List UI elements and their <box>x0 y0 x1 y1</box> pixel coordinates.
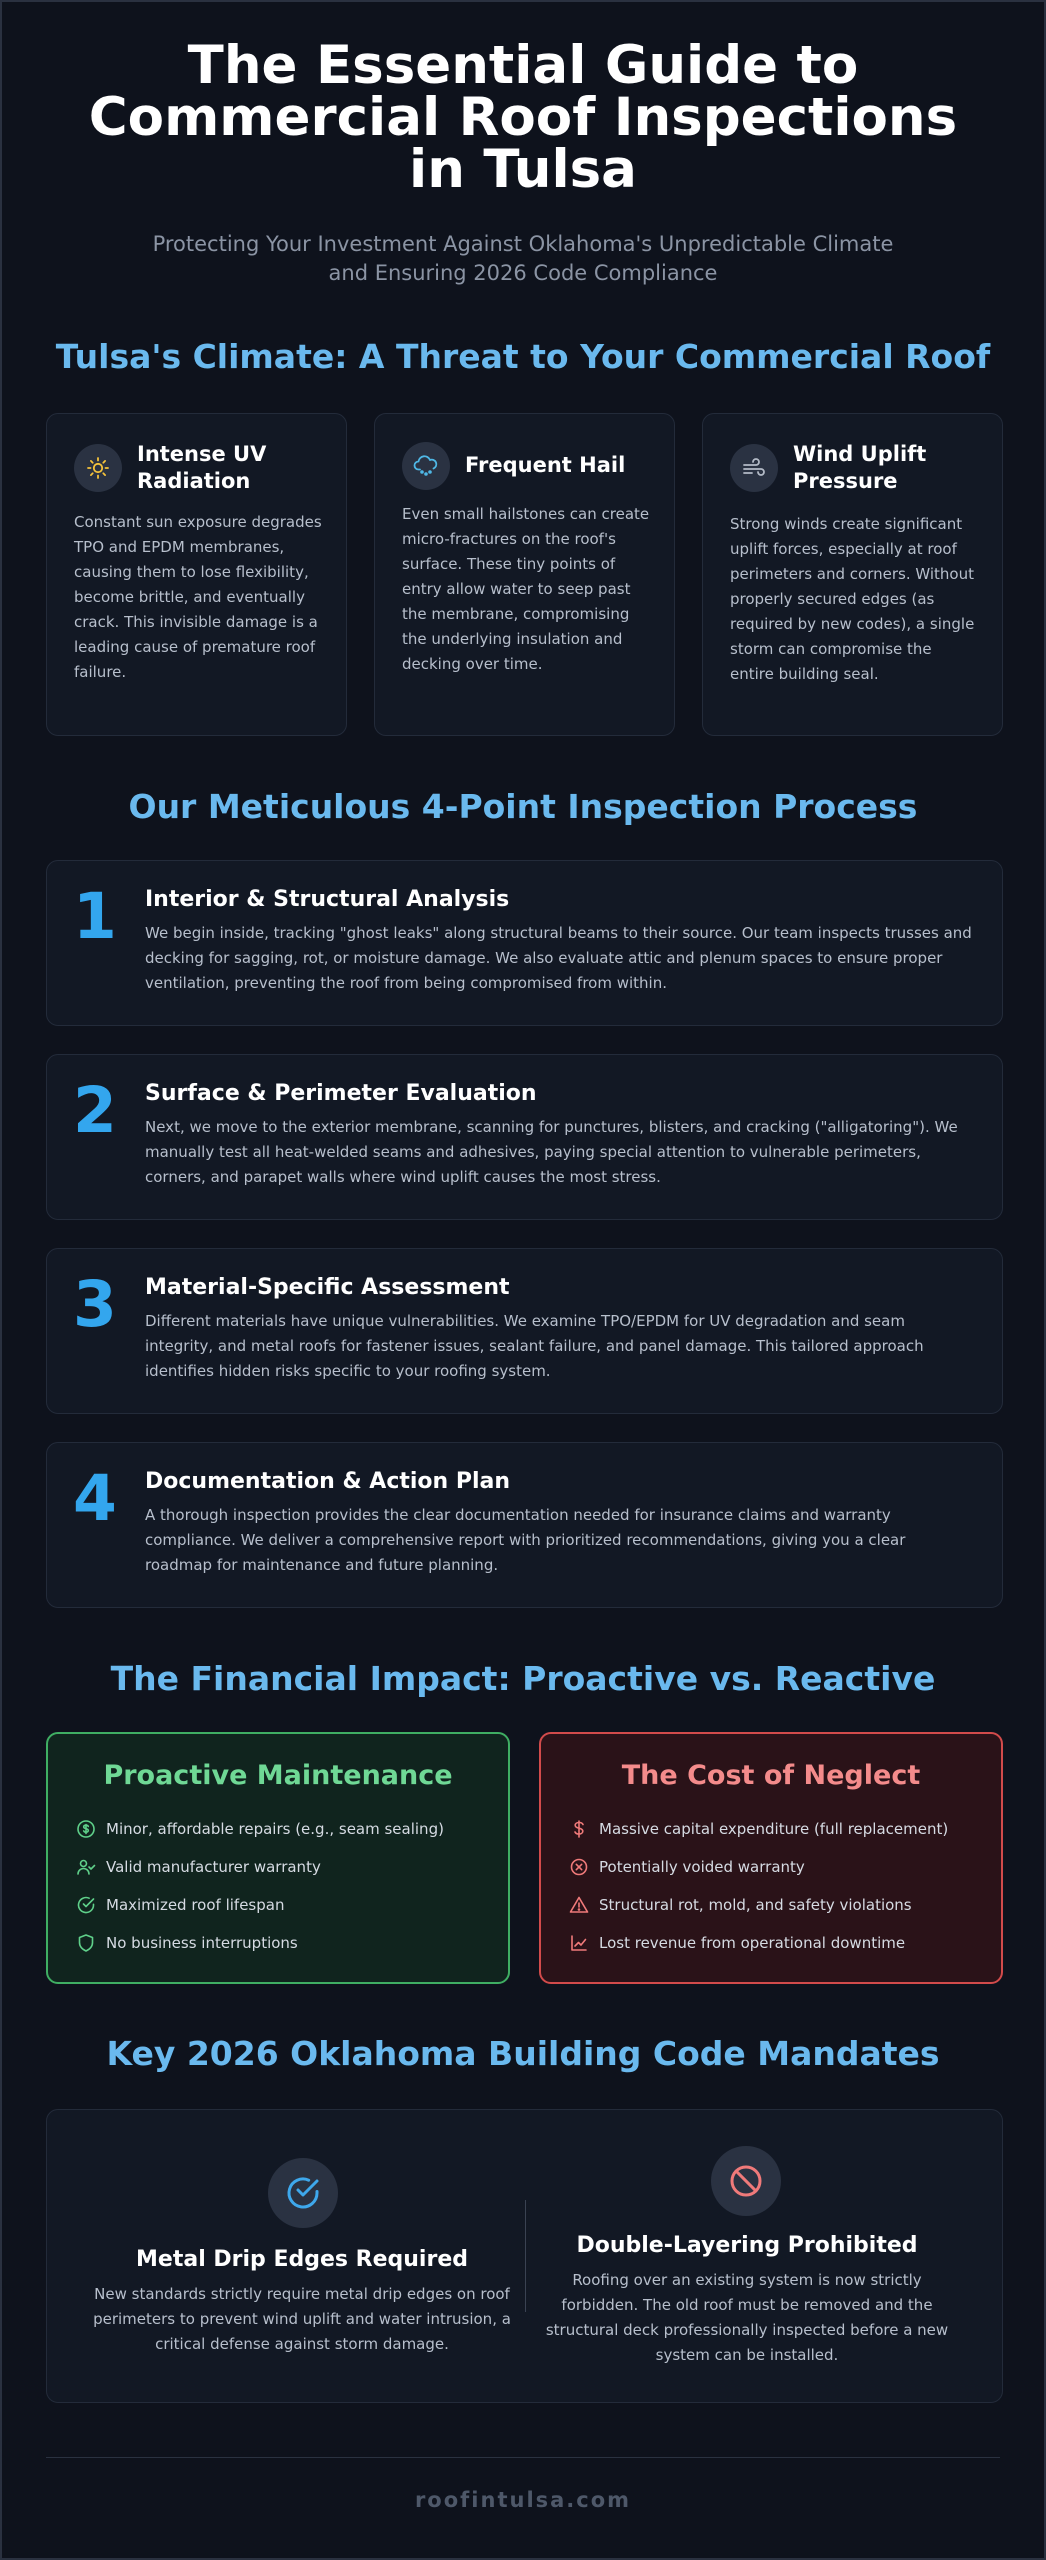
proactive-item-text: Minor, affordable repairs (e.g., seam sealing) <box>106 1820 444 1838</box>
code-item-text: Roofing over an existing system is now strictly forbidden. The old roof must be removed and the structural deck professionally inspected before a new system can be installed. <box>545 2271 949 2364</box>
hail-cloud-icon <box>402 442 450 490</box>
climate-card-text: Even small hailstones can create micro-fractures on the roof's surface. These tiny points of entry allow water to seep past the membrane, compromising the underlying insulation and decking over time. <box>402 505 650 673</box>
step-number: 3 <box>73 1268 117 1341</box>
proactive-item <box>76 1886 444 1924</box>
financial-section-title: The Financial Impact: Proactive vs. Reactive <box>110 1659 936 1698</box>
neglect-item-text: Massive capital expenditure (full replacement) <box>599 1820 949 1838</box>
code-item-double-layering <box>532 2233 962 2368</box>
warning-icon <box>569 1895 589 1915</box>
code-item-title: Double-Layering Prohibited <box>576 2233 918 2258</box>
step-title: Surface & Perimeter Evaluation <box>145 1081 537 1106</box>
climate-card-hail <box>374 413 675 736</box>
code-item-drip-edges <box>77 2247 527 2357</box>
neglect-item <box>569 1886 948 1924</box>
process-section-title: Our Meticulous 4-Point Inspection Process <box>128 787 918 826</box>
proactive-item <box>76 1810 444 1848</box>
neglect-title: The Cost of Neglect <box>621 1760 921 1791</box>
sun-icon <box>74 444 122 492</box>
footer-site: roofintulsa.com <box>414 2488 632 2512</box>
climate-card-title: Intense UV Radiation <box>137 442 267 493</box>
page-subtitle: Protecting Your Investment Against Oklahoma's Unpredictable Climate and Ensuring 2026 Code Compliance <box>152 232 894 285</box>
step-text: Next, we move to the exterior membrane, scanning for punctures, blisters, and cracking ("alligatoring"). We manually test all heat-welded seams and adhesives, paying special attention to vulnerable perimeters, corners, and parapet walls where wind uplift causes the most stress. <box>145 1118 958 1186</box>
climate-section-title: Tulsa's Climate: A Threat to Your Commercial Roof <box>55 337 991 376</box>
climate-card-title: Frequent Hail <box>465 453 626 477</box>
code-item-title: Metal Drip Edges Required <box>136 2247 468 2272</box>
footer-divider <box>46 2457 1000 2458</box>
proactive-item-text: No business interruptions <box>106 1934 298 1952</box>
shield-icon <box>76 1933 96 1953</box>
step-title: Material-Specific Assessment <box>145 1275 510 1300</box>
neglect-item-text: Potentially voided warranty <box>599 1858 805 1876</box>
user-check-icon <box>76 1857 96 1877</box>
process-step-1 <box>46 860 1003 1026</box>
codes-card <box>46 2109 1003 2403</box>
check-circle-icon <box>76 1895 96 1915</box>
process-step-4 <box>46 1442 1003 1608</box>
chart-line-icon <box>569 1933 589 1953</box>
neglect-item-text: Lost revenue from operational downtime <box>599 1934 906 1952</box>
neglect-item <box>569 1810 948 1848</box>
x-circle-icon <box>569 1857 589 1877</box>
step-number: 2 <box>73 1074 117 1147</box>
process-step-3 <box>46 1248 1003 1414</box>
proactive-item-text: Maximized roof lifespan <box>106 1896 285 1914</box>
neglect-item-text: Structural rot, mold, and safety violations <box>599 1896 912 1914</box>
proactive-card <box>46 1732 510 1984</box>
dollar-icon <box>569 1819 589 1839</box>
step-number: 1 <box>73 880 117 953</box>
step-title: Interior & Structural Analysis <box>145 887 510 912</box>
proactive-title: Proactive Maintenance <box>103 1760 453 1791</box>
climate-card-wind <box>702 413 1003 736</box>
step-text: A thorough inspection provides the clear documentation needed for insurance claims and warranty compliance. We deliver a comprehensive report with prioritized recommendations, giving you a clear roadmap for maintenance and future planning. <box>145 1506 906 1574</box>
climate-card-uv <box>46 413 347 736</box>
step-text: Different materials have unique vulnerabilities. We examine TPO/EPDM for UV degradation and seam integrity, and metal roofs for fastener issues, sealant failure, and panel damage. This tailored approach identifies hidden risks specific to your roofing system. <box>145 1312 924 1380</box>
page-title: The Essential Guide to Commercial Roof Inspections in Tulsa <box>88 35 958 200</box>
codes-section-title: Key 2026 Oklahoma Building Code Mandates <box>106 2034 940 2073</box>
climate-card-text: Constant sun exposure degrades TPO and EPDM membranes, causing them to lose flexibility, become brittle, and eventually crack. This invisible damage is a leading cause of premature roof failure. <box>74 513 322 681</box>
climate-card-title: Wind Uplift Pressure <box>793 442 927 493</box>
proactive-item <box>76 1848 444 1886</box>
proactive-item-text: Valid manufacturer warranty <box>106 1858 321 1876</box>
climate-card-text: Strong winds create significant uplift forces, especially at roof perimeters and corners. Without properly secured edges (as required by new codes), a single storm can compromise the entire building seal. <box>730 515 975 683</box>
check-badge-icon <box>268 2158 338 2228</box>
step-text: We begin inside, tracking "ghost leaks" along structural beams to their source. Our team inspects trusses and decking for sagging, rot, or moisture damage. We also evaluate attic and plenum spaces to ensure proper ventilation, preventing the roof from being compromised from within. <box>145 924 972 992</box>
code-item-text: New standards strictly require metal drip edges on roof perimeters to prevent wind uplift and water intrusion, a critical defense against storm damage. <box>93 2285 511 2353</box>
process-step-2 <box>46 1054 1003 1220</box>
neglect-item <box>569 1924 948 1962</box>
step-number: 4 <box>73 1462 117 1535</box>
wind-icon <box>730 444 778 492</box>
neglect-card <box>539 1732 1003 1984</box>
codes-divider <box>525 2200 526 2312</box>
neglect-item <box>569 1848 948 1886</box>
prohibited-icon <box>711 2146 781 2216</box>
step-title: Documentation & Action Plan <box>145 1469 511 1494</box>
proactive-item <box>76 1924 444 1962</box>
dollar-circle-icon <box>76 1819 96 1839</box>
